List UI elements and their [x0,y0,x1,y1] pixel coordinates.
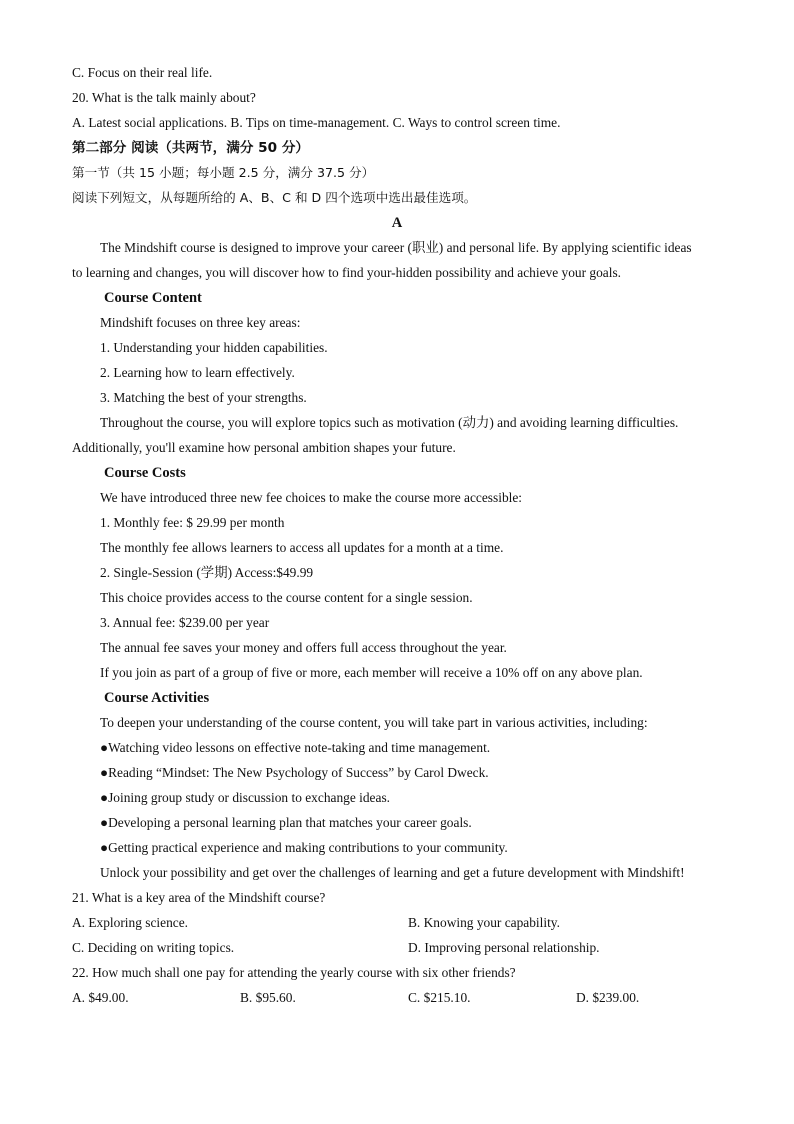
activity-item-3: ●Joining group study or discussion to exchange ideas. [100,790,390,805]
q21-option-b: B. Knowing your capability. [408,915,560,930]
fee-line-7: If you join as part of a group of five or more, each member will receive a 10% off on any above plan. [100,665,643,680]
activity-item-2: ●Reading “Mindset: The New Psychology of Success” by Carol Dweck. [100,765,489,780]
content-more-1: Throughout the course, you will explore topics such as motivation (动力) and avoiding learning difficulties. [100,415,679,430]
q21-option-d: D. Improving personal relationship. [408,940,600,955]
key-area-1: 1. Understanding your hidden capabilities. [100,340,328,355]
course-activities-heading: Course Activities [104,690,210,706]
q20-options: A. Latest social applications. B. Tips on time-management. C. Ways to control screen time. [72,115,561,130]
key-area-3: 3. Matching the best of your strengths. [100,390,307,405]
key-area-2: 2. Learning how to learn effectively. [100,365,295,380]
fee-line-1: 1. Monthly fee: $ 29.99 per month [100,515,285,530]
fee-line-3: 2. Single-Session (学期) Access:$49.99 [100,565,314,580]
q20-stem: 20. What is the talk mainly about? [72,90,256,105]
fee-line-4: This choice provides access to the course content for a single session. [100,590,473,605]
q22-option-c: C. $215.10. [408,990,471,1005]
costs-lead: We have introduced three new fee choices to make the course more accessible: [100,490,523,505]
q21-option-a: A. Exploring science. [72,915,189,930]
course-costs-heading: Course Costs [104,465,186,481]
intro-line-1: The Mindshift course is designed to improve your career (职业) and personal life. By applying scientific ideas [100,240,692,255]
fee-line-2: The monthly fee allows learners to access all updates for a month at a time. [100,540,504,555]
fee-line-6: The annual fee saves your money and offers full access throughout the year. [100,640,507,655]
activities-lead: To deepen your understanding of the course content, you will take part in various activities, including: [100,715,648,730]
course-content-heading: Course Content [104,290,202,306]
q21-option-c: C. Deciding on writing topics. [72,940,235,955]
content-lead: Mindshift focuses on three key areas: [100,315,301,330]
q21-stem: 21. What is a key area of the Mindshift course? [72,890,326,905]
section1-title: 第一节（共 15 小题；每小题 2.5 分，满分 37.5 分） [72,165,375,180]
part2-title: 第二部分 阅读（共两节，满分 50 分） [72,140,310,156]
passage-label: A [391,215,403,231]
q22-option-b: B. $95.60. [240,990,296,1005]
intro-line-2: to learning and changes, you will discover how to find your-hidden possibility and achieve your goals. [72,265,622,280]
activity-item-4: ●Developing a personal learning plan that matches your career goals. [100,815,472,830]
q22-option-d: D. $239.00. [576,990,640,1005]
q22-option-a: A. $49.00. [72,990,129,1005]
q19-option-c: C. Focus on their real life. [72,65,213,80]
content-more-2: Additionally, you'll examine how personal ambition shapes your future. [72,440,456,455]
section1-instruction: 阅读下列短文，从每题所给的 A、B、C 和 D 四个选项中选出最佳选项。 [72,190,477,205]
activity-item-5: ●Getting practical experience and making contributions to your community. [100,840,508,855]
activity-item-1: ●Watching video lessons on effective note-taking and time management. [100,740,491,755]
q22-stem: 22. How much shall one pay for attending the yearly course with six other friends? [72,965,516,980]
closing-line: Unlock your possibility and get over the challenges of learning and get a future development with Mindshift! [100,865,685,880]
fee-line-5: 3. Annual fee: $239.00 per year [100,615,270,630]
